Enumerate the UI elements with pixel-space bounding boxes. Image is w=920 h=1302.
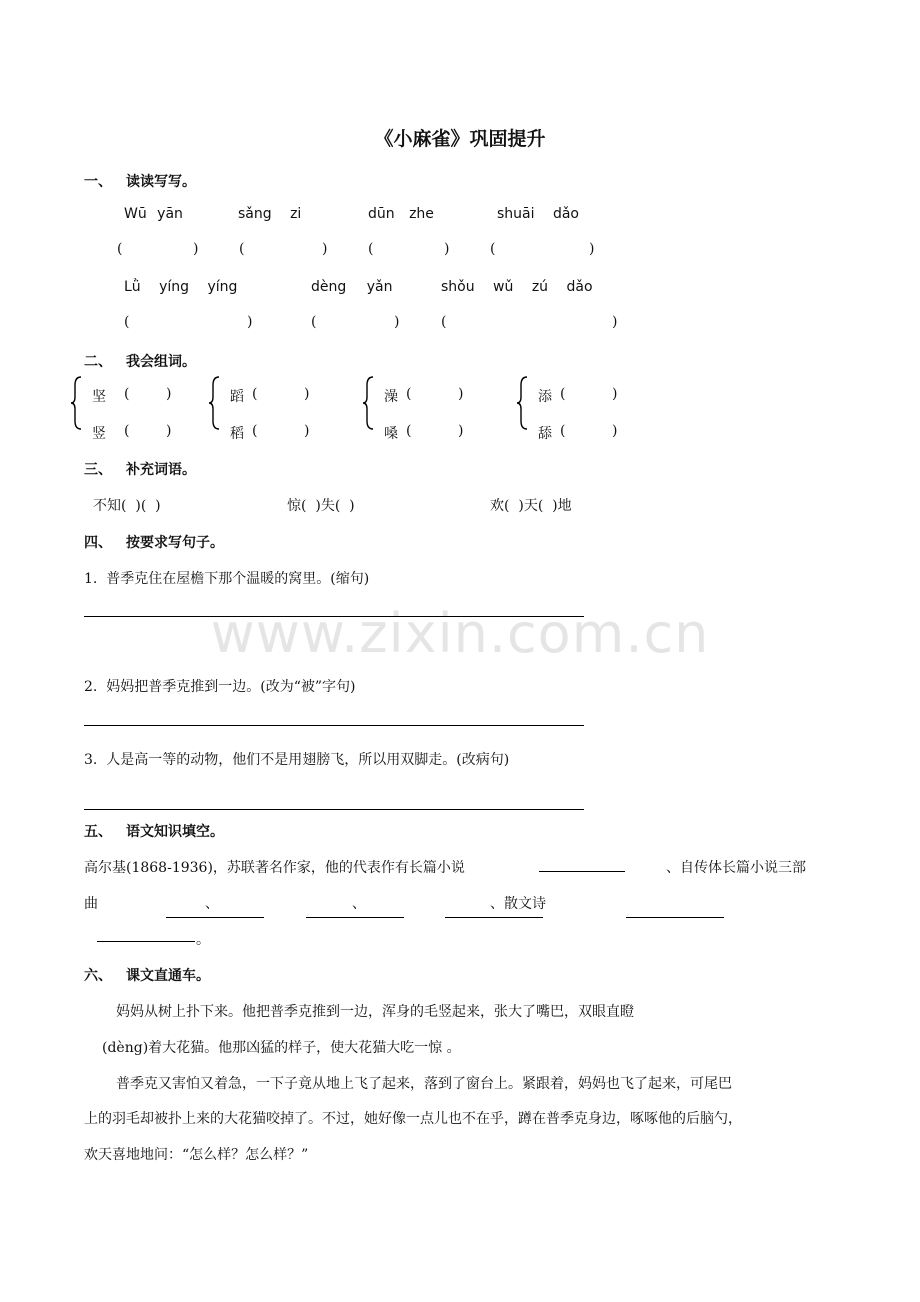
char-bottom: 舔 [538,426,552,442]
blank-open: ( [239,241,245,257]
section-4-number: 四、 [84,535,112,551]
blank-open: ( [368,241,374,257]
fill-blank[interactable] [306,917,404,918]
blank-close: ) [458,386,464,402]
char-top: 蹈 [230,389,244,405]
blank-open: ( [441,314,447,330]
fill-blank[interactable] [97,941,195,942]
passage-line: (dèng)着大花猫。他那凶猛的样子，使大花猫大吃一惊 。 [102,1040,461,1056]
blank-open: ( [311,314,317,330]
fill-blank[interactable] [166,917,264,918]
idiom-3: 欢( )天( )地 [490,498,572,514]
fill-text-1a: 高尔基(1868-1936)，苏联著名作家，他的代表作有长篇小说 [84,860,465,876]
pinyin-6: dèng yǎn [311,279,393,295]
blank-open: ( [124,314,130,330]
separator: 、 [205,896,219,912]
char-bottom: 稻 [230,426,244,442]
answer-line[interactable] [84,725,584,726]
section-6-title: 课文直通车。 [126,968,210,984]
blank-close: ) [612,386,618,402]
pinyin-7: shǒu wǔ zú dǎo [441,279,593,295]
section-4-heading [84,532,224,552]
blank-close: ) [193,241,199,257]
blank-open: ( [252,386,258,402]
section-3-heading [84,459,196,479]
fill-text-2-end: 、散文诗 [490,896,546,912]
char-bottom: 嗓 [384,426,398,442]
blank-close: ) [166,386,172,402]
blank-close: ) [458,423,464,439]
fill-text-2-start: 曲 [84,896,98,912]
pinyin-1: Wū yān [124,206,183,222]
idiom-1: 不知( )( ) [93,498,161,514]
section-1-title: 读读写写。 [126,174,196,190]
pinyin-3: dūn zhe [368,206,434,222]
question-2: 2. 妈妈把普季克推到一边。(改为“被”字句) [84,679,356,695]
blank-close: ) [444,241,450,257]
blank-open: ( [406,386,412,402]
blank-open: ( [560,423,566,439]
char-top: 澡 [384,389,398,405]
char-bottom: 竖 [92,426,106,442]
section-5-heading [84,821,224,841]
blank-open: ( [252,423,258,439]
blank-close: ) [304,423,310,439]
char-top: 添 [538,389,552,405]
blank-close: ) [247,314,253,330]
section-6-heading [84,965,210,985]
section-5-title: 语文知识填空。 [126,824,224,840]
fill-blank[interactable] [445,917,543,918]
question-1: 1. 普季克住在屋檐下那个温暖的窝里。(缩句) [84,571,370,587]
passage-line: 普季克又害怕又着急，一下子竟从地上飞了起来，落到了窗台上。紧跟着，妈妈也飞了起来，可尾巴 [116,1076,732,1092]
fill-blank[interactable] [626,917,724,918]
answer-line[interactable] [84,809,584,810]
separator: 、 [352,896,366,912]
section-2-heading [84,351,196,371]
pinyin-5: Lǜ yíng yíng [124,279,238,295]
blank-close: ) [394,314,400,330]
blank-close: ) [612,423,618,439]
section-1-heading [84,171,196,191]
left-brace-icon [516,376,528,430]
fill-text-1b: 、自传体长篇小说三部 [666,860,806,876]
watermark: www.zixin.com.cn [210,602,710,665]
blank-close: ) [589,241,595,257]
question-3: 3. 人是高一等的动物，他们不是用翅膀飞，所以用双脚走。(改病句) [84,752,510,768]
blank-open: ( [117,241,123,257]
pinyin-2: sǎng zi [238,206,302,222]
left-brace-icon [208,376,220,430]
section-3-number: 三、 [84,462,112,478]
section-6-number: 六、 [84,968,112,984]
blank-close: ) [166,423,172,439]
char-top: 坚 [92,389,106,405]
passage-line: 妈妈从树上扑下来。他把普季克推到一边，浑身的毛竖起来，张大了嘴巴，双眼直瞪 [116,1004,634,1020]
blank-close: ) [322,241,328,257]
blank-open: ( [124,386,130,402]
page-title: 《小麻雀》巩固提升 [374,128,546,150]
period: 。 [196,932,210,948]
left-brace-icon [70,376,82,430]
section-5-number: 五、 [84,824,112,840]
left-brace-icon [362,376,374,430]
idiom-2: 惊( )失( ) [287,498,355,514]
blank-close: ) [304,386,310,402]
blank-close: ) [612,314,618,330]
blank-open: ( [124,423,130,439]
section-2-number: 二、 [84,354,112,370]
blank-open: ( [406,423,412,439]
passage-line: 欢天喜地地问：“怎么样？怎么样？” [84,1147,309,1163]
section-1-number: 一、 [84,174,112,190]
blank-open: ( [490,241,496,257]
fill-blank[interactable] [539,871,625,872]
section-3-title: 补充词语。 [126,462,196,478]
section-2-title: 我会组词。 [126,354,196,370]
blank-open: ( [560,386,566,402]
pinyin-4: shuāi dǎo [497,206,579,222]
passage-line: 上的羽毛却被扑上来的大花猫咬掉了。不过，她好像一点儿也不在乎，蹲在普季克身边，啄啄他的后脑勺， [84,1111,742,1127]
section-4-title: 按要求写句子。 [126,535,224,551]
